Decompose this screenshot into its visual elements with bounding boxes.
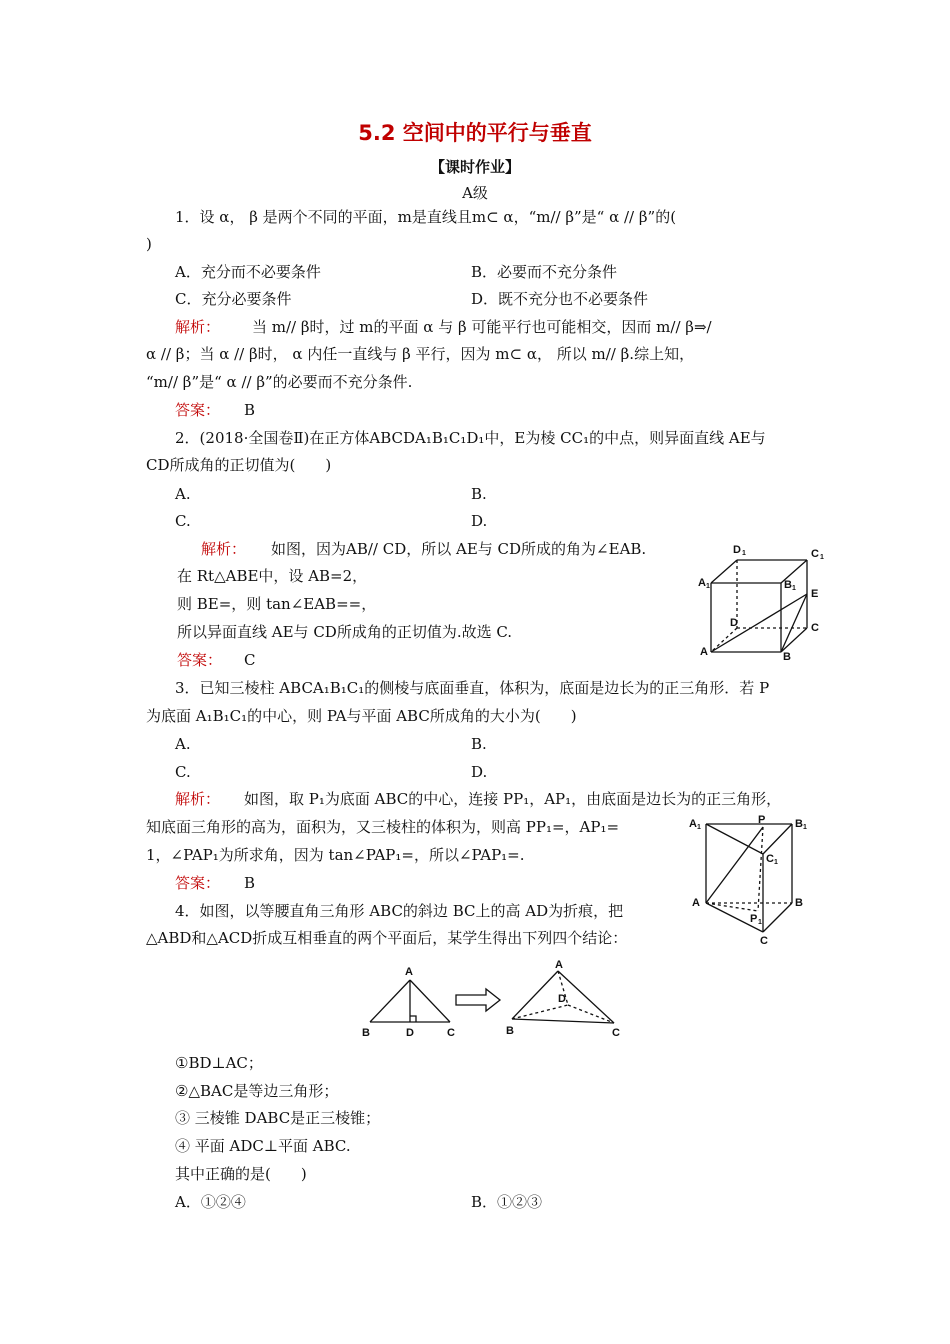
- cube-label-c0: C: [811, 622, 819, 634]
- q1-stem-line1: 1．设 α， β 是两个不同的平面，m是直线且m⊂ α，“m// β”是“ α // β”的(: [175, 208, 677, 226]
- fold-left-label-c: C: [447, 1027, 455, 1039]
- fold-arrow: [456, 989, 500, 1011]
- fold-right-label-b: B: [506, 1025, 514, 1037]
- q2-option-d: D.: [471, 512, 488, 530]
- cube-figure: [697, 540, 829, 662]
- fold-right-ab: [512, 971, 558, 1019]
- prism-label-b1: B: [795, 818, 803, 830]
- cube-label-b1: B: [784, 579, 792, 591]
- q1-jiexi-line1: 当 m// β时，过 m的平面 α 与 β 可能平行也可能相交，因而 m// β⇒/: [252, 318, 712, 336]
- q3-stem-line1: 3．已知三棱柱 ABCA₁B₁C₁的侧棱与底面垂直，体积为，底面是边长为的正三角形．若 P: [175, 679, 770, 697]
- q3-jiexi-line2: 知底面三角形的高为，面积为，又三棱柱的体积为，则高 PP₁=，AP₁=: [146, 818, 620, 836]
- cube-label-b1-sub: 1: [792, 585, 796, 592]
- edge-d1a1: [711, 560, 737, 583]
- subtitle: 【课时作业】: [429, 158, 520, 176]
- prism-label-a: A: [692, 897, 700, 909]
- q4-option-a: A．①②④: [175, 1193, 246, 1211]
- folding-figure: [360, 958, 630, 1042]
- q1-option-b: B．必要而不充分条件: [471, 263, 618, 281]
- cube-label-a1-sub: 1: [706, 583, 710, 590]
- fold-right-ac: [558, 971, 614, 1023]
- q1-answer: B: [244, 401, 256, 419]
- fold-right-cd-hidden: [568, 1005, 614, 1023]
- q2-answer-label: 答案：: [177, 651, 223, 669]
- q1-option-c: C．充分必要条件: [175, 290, 292, 308]
- edge-bc: [781, 628, 807, 652]
- q3-option-b: B.: [471, 735, 487, 753]
- q1-option-d: D．既不充分也不必要条件: [471, 290, 649, 308]
- cube-label-c-sub: 1: [820, 554, 824, 561]
- q3-option-c: C.: [175, 763, 191, 781]
- q1-jiexi-line3: “m// β”是“ α // β”的必要而不充分条件.: [146, 373, 413, 391]
- prism-label-p1-sub: 1: [758, 919, 762, 926]
- prism-label-a1-sub: 1: [697, 824, 701, 831]
- cube-label-c: C: [811, 548, 819, 560]
- cube-label-d: D: [733, 544, 741, 556]
- q1-jiexi-line2: α // β；当 α // β时， α 内任一直线与 β 平行，因为 m⊂ α， 所以 m// β.综上知，: [146, 345, 695, 363]
- edge-be: [781, 594, 807, 652]
- prism-label-p: P: [758, 814, 766, 826]
- prism-label-b: B: [795, 897, 803, 909]
- q2-jiexi-label: 解析：: [201, 540, 247, 558]
- fold-right-bd-hidden: [512, 1005, 568, 1019]
- prism-figure: [686, 814, 816, 948]
- cube-label-e: E: [811, 588, 819, 600]
- fold-left-label-d: D: [406, 1027, 414, 1039]
- q4-option-b: B．①②③: [471, 1193, 543, 1211]
- fold-right-bc: [512, 1019, 614, 1023]
- fold-right-label-d: D: [558, 993, 566, 1005]
- cube-label-b0: B: [783, 651, 791, 662]
- q3-jiexi-line3: 1，∠PAP₁为所求角，因为 tan∠PAP₁=，所以∠PAP₁=.: [146, 846, 525, 864]
- prism-label-c1: C: [766, 853, 774, 865]
- q4-stem-line1: 4．如图，以等腰直角三角形 ABC的斜边 BC上的高 AD为折痕，把: [175, 902, 624, 920]
- fold-left-right-angle: [410, 1016, 416, 1022]
- q3-stem-line2: 为底面 A₁B₁C₁的中心，则 PA与平面 ABC所成角的大小为( ): [146, 707, 577, 725]
- q3-jiexi-line1: 如图，取 P₁为底面 ABC的中心，连接 PP₁，AP₁，由底面是边长为的正三角形，: [244, 790, 782, 808]
- fold-right-label-a: A: [555, 959, 563, 971]
- q3-option-d: D.: [471, 763, 488, 781]
- prism-label-p1: P: [750, 913, 758, 925]
- prism-label-b1-sub: 1: [803, 824, 807, 831]
- q4-conclusion-1: ①BD⊥AC；: [175, 1054, 263, 1072]
- fold-right-label-c: C: [612, 1027, 620, 1039]
- cube-label-d-sub: 1: [742, 550, 746, 557]
- q4-which: 其中正确的是( ): [175, 1165, 307, 1183]
- q2-option-c: C.: [175, 512, 191, 530]
- q2-stem-line2: CD所成角的正切值为( ): [146, 456, 332, 474]
- q2-option-a: A.: [175, 485, 191, 503]
- prism-label-c: C: [760, 935, 768, 947]
- q1-jiexi-label: 解析：: [175, 318, 221, 336]
- q4-conclusion-4: ④ 平面 ADC⊥平面 ABC.: [175, 1137, 351, 1155]
- edge-da-hidden: [711, 628, 737, 652]
- q2-option-b: B.: [471, 485, 487, 503]
- q2-jiexi-line3: 则 BE=，则 tan∠EAB==，: [177, 595, 377, 613]
- q3-answer-label: 答案：: [175, 874, 221, 892]
- fold-left-ab: [370, 980, 410, 1022]
- fold-left-label-b: B: [362, 1027, 370, 1039]
- cube-label-a1: A: [698, 577, 706, 589]
- prism-label-a1: A: [689, 818, 697, 830]
- q1-option-a: A．充分而不必要条件: [175, 263, 321, 281]
- q1-stem-line2: ): [146, 235, 152, 253]
- page-title: 5.2 空间中的平行与垂直: [358, 121, 592, 145]
- q2-jiexi-line1: 如图，因为AB// CD，所以 AE与 CD所成的角为∠EAB.: [271, 540, 647, 558]
- q2-jiexi-line2: 在 Rt△ABE中，设 AB=2，: [177, 567, 368, 585]
- prism-edge-bc: [763, 903, 792, 932]
- q4-stem-line2: △ABD和△ACD折成互相垂直的两个平面后，某学生得出下列四个结论：: [146, 929, 628, 947]
- prism-label-c1-sub: 1: [774, 859, 778, 866]
- prism-edge-pp1-hidden: [758, 827, 763, 911]
- level-label: A级: [462, 184, 488, 202]
- q2-answer: C: [244, 651, 256, 669]
- cube-label-d0: D: [730, 617, 738, 629]
- cube-label-a0: A: [700, 646, 708, 658]
- q3-answer: B: [244, 874, 256, 892]
- q2-jiexi-line4: 所以异面直线 AE与 CD所成角的正切值为.故选 C.: [177, 623, 513, 641]
- q4-conclusion-3: ③ 三棱锥 DABC是正三棱锥；: [175, 1109, 381, 1127]
- q3-jiexi-label: 解析：: [175, 790, 221, 808]
- q3-option-a: A.: [175, 735, 191, 753]
- q4-conclusion-2: ②△BAC是等边三角形；: [175, 1082, 339, 1100]
- q2-stem-line1: 2．(2018·全国卷Ⅱ)在正方体ABCDA₁B₁C₁D₁中，E为棱 CC₁的中点，则异面直线 AE与: [175, 429, 766, 447]
- edge-ae: [711, 594, 807, 652]
- q1-answer-label: 答案：: [175, 401, 221, 419]
- fold-left-label-a: A: [405, 966, 413, 978]
- prism-edge-b1c1: [763, 824, 792, 854]
